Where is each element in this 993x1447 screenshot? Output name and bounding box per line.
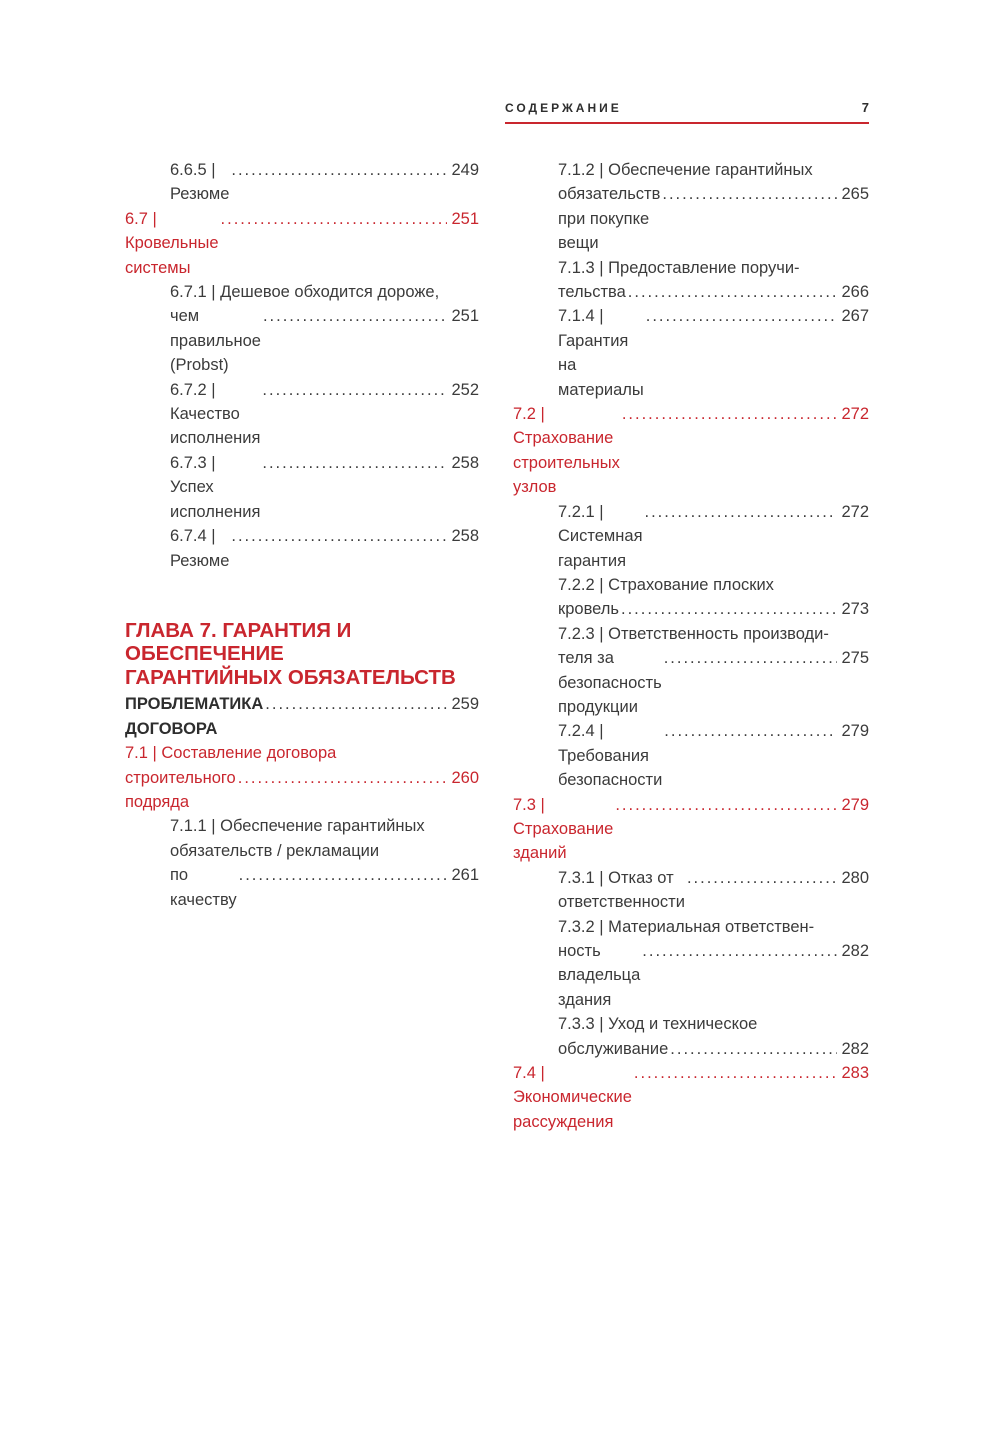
entry-page-number: 272	[841, 405, 869, 424]
dot-leader	[231, 158, 447, 182]
entry-text: 7.4 | Экономические рассуждения	[513, 1064, 637, 1131]
entry-page-number: 251	[451, 209, 479, 228]
entry-text: 7.3.1 | Отказ от ответственности	[558, 868, 685, 912]
toc-entry	[125, 692, 479, 741]
toc-entry	[513, 915, 869, 1013]
entry-page-number: 282	[841, 1039, 869, 1058]
entry-page-number: 252	[451, 380, 479, 399]
dot-leader	[664, 719, 837, 743]
toc-entry	[513, 622, 869, 720]
toc-entry	[125, 524, 479, 573]
dot-leader	[687, 866, 838, 890]
entry-text: 7.1.4 | Гарантия на материалы	[558, 307, 644, 399]
entry-page-number: 251	[451, 307, 479, 326]
entry-page-number: 265	[841, 185, 869, 204]
toc-entry	[125, 451, 479, 524]
entry-text: 7.1.2 | Обеспечение гарантийных	[558, 161, 813, 179]
dot-leader	[231, 524, 447, 548]
toc-entry	[125, 280, 479, 378]
toc-columns	[125, 158, 869, 1134]
dot-leader	[221, 207, 448, 231]
toc-entry	[513, 573, 869, 622]
toc-column-right	[513, 158, 869, 1134]
entry-text: 7.2.1 | Системная гарантия	[558, 502, 648, 570]
toc-entry	[513, 500, 869, 573]
entry-page-number: 259	[451, 695, 479, 714]
entry-page-number: 266	[841, 283, 869, 302]
entry-text: 7.2.2 | Страхование плоских	[558, 575, 774, 594]
dot-leader	[664, 646, 838, 670]
entry-text: 7.3.2 | Материальная ответствен-	[558, 917, 815, 936]
toc-entry	[513, 1061, 869, 1134]
entry-text: ГАРАНТИЙНЫХ ОБЯЗАТЕЛЬСТВ	[125, 665, 456, 689]
dot-leader	[615, 793, 837, 817]
entry-text: по качеству	[170, 866, 237, 909]
entry-page-number: 273	[841, 600, 869, 619]
toc-entry	[513, 158, 869, 256]
entry-page-number: 283	[841, 1064, 869, 1083]
entry-page-number: 260	[451, 768, 479, 787]
entry-text: 6.7.1 | Дешевое обходится дороже,	[170, 283, 440, 302]
entry-page-number: 282	[841, 942, 869, 960]
toc-entry	[513, 719, 869, 792]
dot-leader	[265, 692, 447, 716]
entry-page-number: 258	[451, 453, 479, 472]
toc-entry	[513, 1012, 869, 1061]
entry-page-number: 280	[841, 868, 869, 887]
entry-page-number: 267	[841, 307, 869, 326]
entry-text: 6.6.5 | Резюме	[170, 161, 230, 204]
page-title: СОДЕРЖАНИЕ	[505, 101, 622, 115]
toc-entry	[125, 207, 479, 280]
entry-text: 7.3 | Страхование зданий	[513, 795, 618, 863]
entry-text: чем правильное (Probst)	[170, 307, 266, 375]
dot-leader	[262, 378, 447, 402]
entry-text: кровель	[558, 600, 620, 619]
entry-text: 6.7.4 | Резюме	[170, 527, 230, 570]
entry-text: 7.2.3 | Ответственность производи-	[558, 624, 829, 643]
dot-leader	[262, 451, 447, 475]
dot-leader	[263, 304, 448, 328]
dot-leader	[622, 402, 838, 426]
entry-text: 6.7.2 | Качество исполнения	[170, 380, 261, 448]
toc-entry	[125, 378, 479, 451]
toc-entry	[513, 402, 869, 500]
entry-text: ГЛАВА 7. ГАРАНТИЯ И ОБЕСПЕЧЕНИЕ	[125, 618, 358, 666]
entry-page-number: 279	[841, 722, 869, 741]
entry-text: обслуживание	[558, 1039, 669, 1058]
toc-entry	[125, 741, 479, 814]
entry-text: обязательств при покупке вещи	[558, 185, 665, 253]
entry-page-number: 258	[451, 527, 479, 546]
entry-text: 7.1.1 | Обеспечение гарантийных	[170, 817, 425, 836]
entry-page-number: 261	[451, 866, 479, 885]
entry-text: 6.7 | Кровельные системы	[125, 209, 224, 277]
dot-leader	[646, 304, 838, 328]
entry-page-number: 279	[841, 795, 869, 814]
entry-text: теля за безопасность продукции	[558, 649, 667, 716]
entry-text: ность владельца здания	[558, 942, 645, 1009]
dot-leader	[239, 863, 448, 887]
page-header	[505, 100, 869, 124]
entry-text: обязательств / рекламации	[170, 841, 380, 860]
toc-entry	[513, 256, 869, 305]
page-number: 7	[861, 100, 869, 115]
toc-entry	[513, 866, 869, 915]
dot-leader	[238, 766, 448, 790]
chapter-heading	[125, 619, 479, 690]
entry-page-number: 249	[451, 161, 479, 179]
entry-page-number: 272	[841, 502, 869, 521]
entry-page-number: 275	[841, 649, 869, 668]
entry-text: ПРОБЛЕМАТИКА ДОГОВОРА	[125, 695, 268, 738]
dot-leader	[628, 280, 838, 304]
dot-leader	[670, 1037, 837, 1061]
entry-text: 7.2 | Страхование строительных узлов	[513, 405, 625, 497]
toc-entry	[125, 158, 479, 207]
toc-entry	[513, 793, 869, 866]
entry-text: 7.3.3 | Уход и техническое	[558, 1015, 758, 1034]
entry-text: 6.7.3 | Успех исполнения	[170, 453, 261, 521]
entry-text: 7.2.4 | Требования безопасности	[558, 722, 663, 790]
entry-text: 7.1.3 | Предоставление поручи-	[558, 258, 800, 277]
toc-entry	[125, 814, 479, 912]
entry-text: строительного подряда	[125, 768, 241, 812]
dot-leader	[621, 597, 837, 621]
toc-entry	[513, 304, 869, 402]
entry-text: тельства	[558, 283, 626, 302]
dot-leader	[634, 1061, 838, 1085]
toc-column-left	[125, 158, 479, 1134]
entry-text: 7.1 | Составление договора	[125, 744, 337, 763]
dot-leader	[662, 182, 837, 206]
dot-leader	[642, 939, 837, 963]
dot-leader	[645, 500, 838, 524]
